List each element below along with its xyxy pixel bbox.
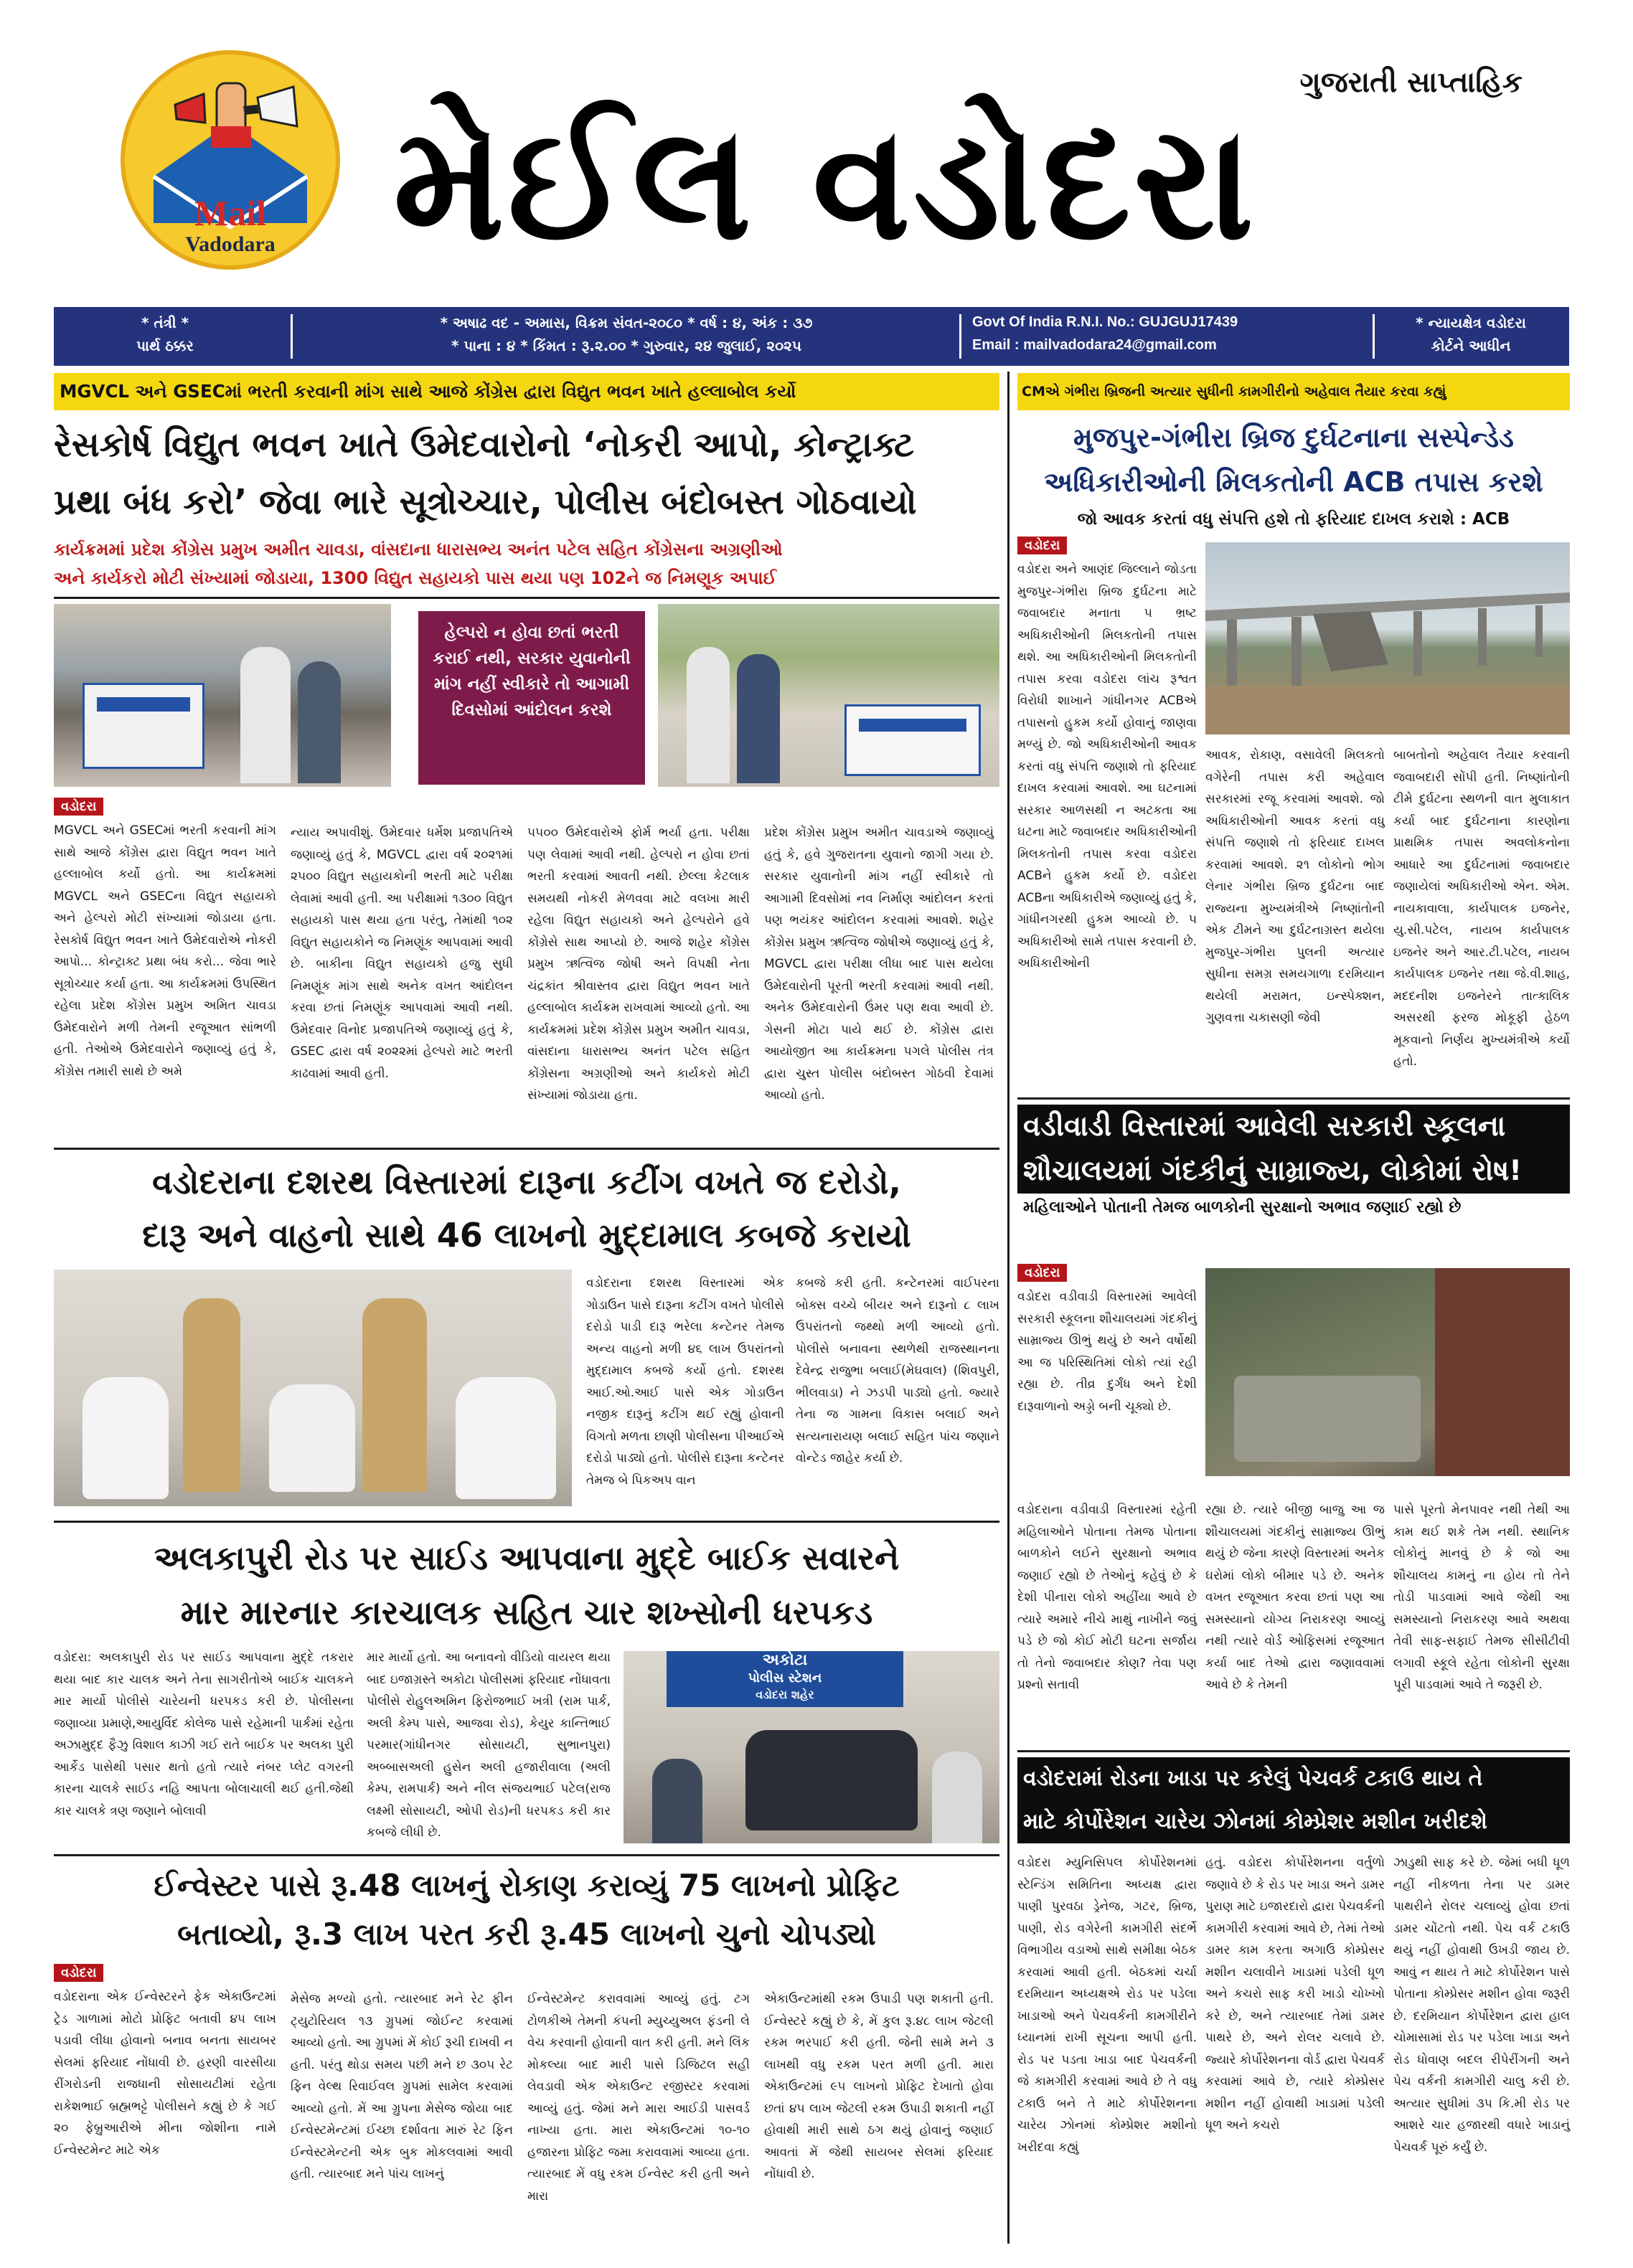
story2-text-3: બાબતોનો અહેવાલ તૈયાર કરવાની જવાબદારી સોંપી હતી. નિષ્ણાંતોની ટીમે દુર્ઘટના સ્થળની વાત મુલાકાત કર્યા બાદ દુર્ઘટનાના કારણોના પ્રાથમિક તપાસ અવલોકનોના આધારે આ દુર્ઘટનામાં જવાબદાર જણાયેલાં અધિકારીઓ એન. એમ. નાયકાવાલા, કાર્યપાલક ઇજનેર, યુ.સી.પટેલ, નાયબ કાર્યપાલક ઇજનેર અને આર.ટી.પટેલ, નાયબ કાર્યપાલક ઇજનેર તથા જે.વી.શાહ, મદદનીશ ઇજનેરને તાત્કાલિક અસરથી ફરજ મોકૂફી હેઠળ મૂકવાનો નિર્ણય મુખ્યમંત્રીએ કર્યો હતો. [1393,748,1570,1069]
story2-headline-1: મુજપુર-ગંભીરા બ્રિજ દુર્ઘટનાના સસ્પેન્ડેડ [1073,422,1514,453]
story1-text-4: પ્રદેશ કોંગ્રેસ પ્રમુખ અમીત ચાવડાએ જણાવ્યું હતું કે, હવે ગુજરાતના યુવાનો જાગી ગયા છે. સરકાર યુવાનોની માંગ નહીં સ્વીકારે તો આગામી દિવસોમાં નવ નિર્માણ આંદોલન કરતાં પણ ભયંકર આંદોલન કરવામાં આવશે. શહેર કોંગ્રેસ પ્રમુખ ઋત્વિજ જોષીએ જણાવ્યું હતું કે, MGVCL દ્વારા પરીક્ષા લીધા બાદ પાસ થયેલા ઉમેદવારોની પૂરતી ભરતી કરવામાં આવી નથી. અનેક ઉમેદવારોની ઉંમર પણ થવા આવી છે. ગેસની મોટા પાયે થઈ છે. કોંગ્રેસ દ્વારા આયોજીત આ કાર્યક્રમના પગલે પોલીસ તંત્ર દ્વારા ચુસ્ત પોલીસ બંદોબસ્ત ગોઠવી દેવામાં આવ્યો હતો. [764,826,994,1102]
story4-column-2 [1205,1499,1385,1696]
story5-text-1: વડોદરા: અલકાપુરી રોડ પર સાઈડ આપવાના મુદ્દે તકરાર થયા બાદ કાર ચાલક અને તેના સાગરીતોએ બાઈક ચાલકને માર માર્યો પોલીસે ચારેયની ધરપકડ કરી છે. પોલીસના જણાવ્યા પ્રમાણે,આયુર્વિદ કોલેજ પાસે રહેમાની પાર્કમાં રહેતા અઝામુદ્દ ફૈઝુ વિશાલ કાઝી ગઈ રાતે બાઈક પર અલકા પુરી આર્કેડ પાસેથી પસાર થતો હતો ત્યારે નંબર પ્લેટ વગરની કારના ચાલકે સાઈડ નહિ આપતા બોલાચાલી થઈ હતી.જેથી કાર ચાલકે ત્રણ જણાને બોલાવી [54,1650,354,1818]
bridge-icon [1205,542,1570,734]
story3-text-1: વડોદરાના દશરથ વિસ્તારમાં એક ગોડાઉન પાસે દારૂના કટીંગ વખતે પોલીસે દરોડો પાડી દારૂ ભરેલા કન્ટેનર તેમજ અન્ય વાહનો મળી ૪૬ લાખ ઉપરાંતનો મુદ્દામાલ કબજે કર્યો હતો. દશરથ આઈ.ઓ.આઈ પાસે એક ગોડાઉન નજીક દારૂનું કટીંગ થઈ રહ્યું હોવાની વિગતો મળતા છાણી પોલીસના પીઆઈએ દરોડો પાડ્યો હતો. પોલીસે દારૂના કન્ટેનર તેમજ બે પિકઅપ વાન [586,1276,784,1488]
story-gambhira-bridge [1017,373,1570,1140]
story1-dateline: વડોદરા [54,798,103,816]
story4-toilet-photo [1205,1268,1570,1476]
story1-column-3 [527,822,750,1107]
story1-callout: હેલ્પરો ન હોવા છતાં ભરતી કરાઈ નથી, સરકાર યુવાનોની માંગ નહીં સ્વીકારે તો આગામી દિવસોમાં આંદોલન કરશે [418,611,645,785]
story2-subhead: જો આવક કરતાં વધુ સંપત્તિ હશે તો ફરિયાદ દાખલ કરાશે : ACB [1077,510,1510,529]
story5-police-station-photo [623,1651,999,1843]
story4-subhead: મહિલાઓને પોતાની તેમજ બાળકોની સુરક્ષાનો અભાવ જણાઈ રહ્યો છે [1017,1195,1570,1221]
story7-text-3: ઈન્વેસ્ટમેન્ટ કરાવવામાં આવ્યું હતું. ટગ ટોળકીએ તેમની કંપની મ્યુચ્યુઅલ ફંડની લે વેચ કરવાની હોવાની વાત કરી હતી. મને લિંક મોકલ્યા બાદ મારી પાસે ડિજિટલ સહી લેવડાવી એક એકાઉન્ટ રજીસ્ટર કરવામાં આવ્યું હતું. જેમાં મને મારા આઈડી પાસવર્ડ નાખ્યા હતા. મારા એકાઉન્ટમાં ૧૦-૧૦ હજારના પ્રોફિટ જમા કરાવવામાં આવ્યા હતા. ત્યારબાદ મેં વધુ રકમ ઈન્વેસ્ટ કરી હતી અને મારા [527,1992,750,2203]
story3-headline-2: દારૂ અને વાહનો સાથે 46 લાખનો મુદ્દામાલ કબજે કરાયો [142,1216,911,1255]
story5-text-2: માર માર્યો હતો. આ બનાવનો વીડિયો વાયરલ થયા બાદ ઇજાગ્રસ્તે અકોટા પોલીસમાં ફરિયાદ નોંધાવતા પોલીસે રોહુલઅમિન ફિરોજભાઈ ખત્રી (રામ પાર્ક, અલી કેમ્પ પાસે, આજવા રોડ), કેયુર કાન્તિભાઈ પરમાર(ગાંધીનગર સોસાયટી, સુભાનપુરા) અબ્બાસઅલી હુસેન અલી હજારીવાલા (અલી કેમ્પ, રામપાર્ક) અને નીલ સંજયભાઈ પટેલ(રાજ લક્ષ્મી સોસાયટી, ઓપી રોડ)ની ધરપકડ કરી કાર કબજે લીધી છે. [367,1650,611,1840]
story1-subhead-2: અને કાર્યકરો મોટી સંખ્યામાં જોડાયા, 1300 વિદ્યુત સહાયકો પાસ થયા પણ 102ને જ નિમણૂક અપાઈ [54,568,777,588]
story1-photo-right [658,604,999,787]
story1-text-1: MGVCL અને GSECમાં ભરતી કરવાની માંગ સાથે આજે કોંગ્રેસ દ્વારા વિદ્યુત ભવન ખાતે હલ્લાબોલ કર્યો હતો. આ કાર્યક્રમમાં MGVCL અને GSECના વિદ્યુત સહાયકો અને હેલ્પરો મોટી સંખ્યામાં જોડાયા હતા. રેસકોર્ષ વિદ્યુત ભવન ખાતે ઉમેદવારોએ નોકરી આપો... કોન્ટ્રાક્ટ પ્રથા બંધ કરો... જેવા ભારે સૂત્રોચ્ચાર કર્યા હતા. આ કાર્યક્રમમાં ઉપસ્થિત રહેલા પ્રદેશ કોંગ્રેસ પ્રમુખ અમિત ચાવડા ઉમેદવારોને મળી તેમની રજૂઆત સાંભળી હતી. તેઓએ ઉમેદવારોને જણાવ્યું હતું કે, કોંગ્રેસ તમારી સાથે છે અમે [54,823,276,1079]
station-sign-line-3: વડોદરા શહેર [756,1688,814,1701]
story4-text-2: રહ્યા છે. ત્યારે બીજી બાજુ આ જ શૌચાલયમાં ગંદકીનું સામ્રાજ્ય ઊભું થયું છે જેના કારણે વિસ્તારમાં અનેક ઘરોમાં લોકો બીમાર પડે છે. અનેક વખત રજૂઆત કરવા છતાં પણ આ સમસ્યાનો યોગ્ય નિરાકરણ આવ્યું નથી ત્યારે વોર્ડ ઓફિસમાં રજૂઆત કર્યા બાદ તેઓ દ્વારા જણાવવામાં આવે છે કે તેમની [1205,1503,1385,1692]
story4-text-1b: વડોદરાના વડીવાડી વિસ્તારમાં રહેતી મહિલાઓને પોતાના તેમજ પોતાના બાળકોને લઈને સુરક્ષાનો અભાવ જણાઈ રહ્યો છે તેઓનું કહેવું છે કે દેશી પીનારા લોકો અહીંયા આવે છે ત્યારે અમારે નીચે માથું નાખીને જવું પડે છે જો કોઈ મોટી ઘટના સર્જાય તો તેનો જવાબદાર કોણ? તેવા પણ પ્રશ્નો સતાવી [1017,1503,1197,1692]
story7-headline-2: બતાવ્યો, રૂ.3 લાખ પરત કરી રૂ.45 લાખનો ચુનો ચોપડ્યો [177,1917,876,1952]
jurisdiction-line-2: કોર્ટને આધીન [1431,337,1511,354]
story1-photo-left [54,604,391,787]
story4-dateline: વડોદરા [1017,1264,1067,1282]
story-investor-fraud [54,1862,999,2249]
story2-text-2: આવક, રોકાણ, વસાવેલી મિલકતો વગેરેની તપાસ કરી અહેવાલ સરકારમાં રજૂ કરવામાં આવશે. જો અધિકારીઓની આવક કરતાં વધુ સંપત્તિ જણાશે તો ફરિયાદ દાખલ કરવામાં આવશે. ૨૧ લોકોનો ભોગ લેનાર ગંભીરા બ્રિજ દુર્ઘટના બાદ રાજ્યના મુખ્યમંત્રીએ નિષ્ણાંતોની એક ટીમને આ દુર્ઘટનાગ્રસ્ત થયેલા મુજપુર-ગંભીરા પુલની અત્યાર સુધીના સમગ્ર સમયગાળા દરમિયાન થયેલી મરામત, ઇન્સ્પેક્શન, ગુણવત્તા ચકાસણી જેવી [1205,748,1385,1025]
story2-dateline: વડોદરા [1017,537,1067,554]
mail-vadodara-logo [121,50,340,270]
story-vadiwadi-school [1017,1105,1570,1743]
story1-headline-1: રેસકોર્ષ વિદ્યુત ભવન ખાતે ઉમેદવારોનો ‘નોકરી આપો, કોન્ટ્રાક્ટ [54,425,915,465]
story4-column-3 [1393,1499,1570,1696]
story4-headline-1: વડીવાડી વિસ્તારમાં આવેલી સરકારી સ્કૂલના [1017,1105,1570,1149]
story-road-patchwork [1017,1757,1570,2245]
story2-bridge-photo [1205,542,1570,734]
station-sign-line-2: પોલીસ સ્ટેશન [748,1671,822,1686]
story7-column-3 [527,1988,750,2207]
story3-text-2: કબજે કરી હતી. કન્ટેનરમાં વાઈપરના બોક્સ વચ્ચે બીયર અને દારૂનો ૮ લાખ ઉપરાંતનો જથ્થો મળી આવ્યો હતો. પોલીસે બનાવના સ્થળેથી રાજસ્થાનના દેવેન્દ્ર રાજુભા બલાઈ(મેઘવાલ) (શિવપુરી, ભીલવાડા) ને ઝડપી પાડ્યો હતો. જ્યારે તેના જ ગામના વિકાસ બલાઈ અને સત્યનારાયણ બલાઈ સહિત પાંચ જણાને વોન્ટેડ જાહેર કર્યા છે. [796,1276,999,1465]
story1-kicker: MGVCL અને GSECમાં ભરતી કરવાની માંગ સાથે આજે કોંગ્રેસ દ્વારા વિદ્યુત ભવન ખાતે હલ્લાબોલ કર્યો [54,373,999,410]
story-dashrath-liquor [54,1156,999,1515]
story6-text-2: હતું. વડોદરા કોર્પોરેશનના વર્તુળો જણાવે છે કે રોડ પર ખાડા અને ડામર પુરાણ માટે ઇજારદારો દ્વારા પેચવર્કની કામગીરી કરવામાં આવે છે, તેમાં તેઓ ડામર કામ કરતા અગાઉ કોમ્પ્રેસર મશીન ચલાવીને ખાડામાં પડેલી ધૂળ અને કચરો સાફ કરી ખાડો ચોખ્ખો કરે છે, અને ત્યારબાદ તેમાં ડામર પાથરે છે, અને રોલર ચલાવે છે. જ્યારે કોર્પોરેશનના વોર્ડ દ્વારા પેચવર્ક કરવામાં આવે છે, ત્યારે કોમ્પ્રેસર મશીન નહીં હોવાથી ખાડામાં પડેલી ધૂળ અને કચરો [1205,1856,1385,2132]
story5-headline-2: માર મારનાર કારચાલક સહિત ચાર શખ્સોની ધરપકડ [180,1593,873,1632]
jurisdiction-line-1: * ન્યાયક્ષેત્ર વડોદરા [1416,314,1526,331]
story2-column-2 [1205,745,1385,1029]
logo-text: Mail [194,193,266,233]
story6-headline-2: માટે કોર્પોરેશન ચારેય ઝોનમાં કોમ્પ્રેશર મશીન ખરીદશે [1017,1800,1570,1843]
story7-text-4: એકાઉન્ટમાંથી રકમ ઉપાડી પણ શકાતી હતી. ઈન્વેસ્ટરે કહ્યું છે કે, મેં કુલ રૂ.૪૮ લાખ જેટલી રકમ ભરપાઈ કરી હતી. જેની સામે મને ૩ લાખથી વધુ રકમ પરત મળી હતી. મારા એકાઉન્ટમાં ૯૫ લાખનો પ્રોફિટ દેખાતો હોવા છતાં ૪૫ લાખ જેટલી રકમ ઉપાડી શકાતી નહીં હોવાથી મારી સાથે ઠગ થયું હોવાનું જણાઈ આવતાં મેં જેથી સાયબર સેલમાં ફરિયાદ નોંધાવી છે. [764,1992,994,2181]
story1-headline-2: પ્રથા બંધ કરો’ જેવા ભારે સૂત્રોચ્ચાર, પોલીસ બંદોબસ્ત ગોઠવાયો [54,482,917,522]
story7-text-1: વડોદરાના એક ઈન્વેસ્ટરને ફેક એકાઉન્ટમાં ટ્રેડ ગાળામાં મોટો પ્રોફિટ બતાવી ૪૫ લાખ પડાવી લીધા હોવાનો બનાવ બનતા સાયબર સેલમાં ફરિયાદ નોંધાવી છે. હરણી વારસીયા રીંગરોડની રાજધાની સોસાયટીમાં રહેતા રાકેશભાઈ બ્રહ્મભટ્ટે પોલીસને કહ્યું છે કે ગઈ ૨૦ ફેબ્રુઆરીએ મીના જોશીના નામે ઈન્વેસ્ટમેન્ટ માટે એક [54,1990,276,2158]
editor-name: પાર્થ ઠક્કર [136,337,194,354]
story6-text-1: વડોદરા મ્યુનિસિપલ કોર્પોરેશનમાં સ્ટેન્ડિંગ સમિતિના અધ્યક્ષ દ્વારા પાણી પુરવઠા ડ્રેનેજ, ગટર, બ્રિજ, પાણી, રોડ વગેરેની કામગીરી સંદર્ભે વિભાગીય વડાઓ સાથે સમીક્ષા બેઠક કરવામાં આવી હતી. બેઠકમાં ચર્ચા દરમિયાન અધ્યક્ષએ રોડ પર પડેલા ખાડાઓ અને પેચવર્કની કામગીરીને ધ્યાનમાં રાખી સૂચના આપી હતી. રોડ પર પડતા ખાડા બાદ પેચવર્કની જે કામગીરી કરવામાં આવે છે તે વધુ ટકાઉ બને તે માટે કોર્પોરેશનના ચારેય ઝોનમાં કોમ્પ્રેશર મશીનો ખરીદવા કહ્યું [1017,1856,1197,2155]
story2-column-3 [1393,745,1570,1073]
story1-column-4 [764,822,994,1107]
station-sign-line-1: અકોટા [762,1651,808,1669]
story2-text-1: વડોદરા અને આણંદ જિલ્લાને જોડતા મુજપુર-ગંભીરા બ્રિજ દુર્ઘટના માટે જવાબદાર મનાતા ૫ ભ્રષ્ટ અધિકારીઓની મિલકતોની તપાસ થશે. આ અધિકારીઓની મિલકતોની તપાસ કરવા વડોદરા લાંચ રૂશ્વત વિરોધી શાખાને ગાંધીનગર ACBએ તપાસનો હુકમ કર્યો હોવાનું જાણવા મળ્યું છે. જો અધિકારીઓની આવક કરતાં વધુ સંપત્તિ જણાશે તો ફરિયાદ દાખલ કરવામાં આવશે. આ ઘટનામાં સરકાર આળસથી ન અટકતા આ ઘટના માટે જવાબદાર અધિકારીઓની મિલકતોની તપાસ કરવા વડોદરા ACBને હુકમ કર્યો છે. વડોદરા ACBના અધિકારીએ જણાવ્યું હતું કે, ગાંધીનગરથી હુકમ આવ્યો છે. ૫ અધિકારીઓ સામે તપાસ કરવાની છે. અધિકારીઓની [1017,562,1197,970]
story1-subhead-1: કાર્યક્રમમાં પ્રદેશ કોંગ્રેસ પ્રમુખ અમીત ચાવડા, વાંસદાના ધારાસભ્ય અનંત પટેલ સહિત કોંગ્રેસના અગ્રણીઓ [54,539,783,559]
story3-police-photo [54,1270,572,1506]
story7-text-2: મેસેજ મળ્યો હતો. ત્યારબાદ મને રેટ ફીન ટ્યુટોરિયલ ૧૩ ગ્રુપમાં જોઈન્ટ કરવામાં આવ્યો હતો. આ ગ્રુપમાં મેં કોઈ રૂચી દાખવી ન હતી. પરંતુ થોડા સમય પછી મને છ ૩૦૫ રેટ ફિન વેલ્થ રિવાઈવલ ગ્રુપમાં સામેલ કરવામાં આવ્યો હતો. મેં આ ગ્રુપના મેસેજ જોયા બાદ ઈન્વેસ્ટમેન્ટમાં ઈચ્છા દર્શાવતા મારું રેટ ફિન ઈન્વેસ્ટમેન્ટની એક બુક મોકલવામાં આવી હતી. ત્યારબાદ મને પાંચ લાખનું [291,1992,513,2181]
masthead-subtitle: ગુજરાતી સાપ્તાહિક [1299,66,1523,99]
story4-text-3: પાસે પૂરતો મેનપાવર નથી તેથી આ કામ થઈ શકે તેમ નથી. સ્થાનિક લોકોનું માનવું છે કે જો આ શૌચાલય કામનું ના હોય તો તેને તોડી પાડવામાં આવે જેથી આ સમસ્યાનો નિરાકરણ આવે અથવા તેવી સાફ-સફાઈ તેમજ સીસીટીવી લગાવી સ્કૂલે રહેતા લોકોની સુરક્ષા પૂરી પાડવામાં આવે તે જરૂરી છે. [1393,1503,1570,1692]
story6-column-3 [1393,1852,1570,2158]
masthead [0,0,1633,305]
rni-number: Govt Of India R.N.I. No.: GUJGUJ17439 [972,314,1238,330]
story2-column-1 [1017,537,1197,975]
story7-column-2 [291,1988,513,2186]
story3-column-1 [586,1272,784,1491]
story1-column-2 [291,822,513,1085]
story1-column-1 [54,798,276,1082]
story4-column-1b [1017,1499,1197,1696]
story6-column-2 [1205,1852,1385,2137]
story2-headline-2: અધિકારીઓની મિલકતોની ACB તપાસ કરશે [1044,466,1543,498]
story6-headline-1: વડોદરામાં રોડના ખાડા પર કરેલું પેચવર્ક ટકાઉ થાય તે [1017,1757,1570,1800]
issue-line-2: * પાના : ૪ * કિંમત : રૂ.૨.૦૦ * ગુરુવાર, ૨૪ જુલાઈ, ૨૦૨૫ [451,337,802,354]
editor-label: * તંત્રી * [141,314,189,331]
email-address[interactable]: Email : mailvadodara24@gmail.com [972,337,1217,353]
story6-column-1 [1017,1852,1197,2158]
story-mgvcl [54,373,999,1140]
story2-kicker: CMએ ગંભીરા બ્રિજની અત્યાર સુધીની કામગીરીનો અહેવાલ તૈયાર કરવા કહ્યું [1017,373,1570,410]
story7-headline-1: ઈન્વેસ્ટર પાસે રૂ.48 લાખનું રોકાણ કરાવ્યું 75 લાખનો પ્રોફિટ [154,1868,900,1903]
story4-headline-2: શૌચાલયમાં ગંદકીનું સામ્રાજ્ય, લોકોમાં રોષ! [1017,1149,1570,1194]
story1-text-3: ૫૫૦૦ ઉમેદવારોએ ફોર્મ ભર્યા હતા. પરીક્ષા પણ લેવામાં આવી નથી. હેલ્પરો ન હોવા છતાં ભરતી કરવામાં આવતી નથી. છેલ્લા કેટલાક સમયથી નોકરી મેળવવા માટે વલખા મારી રહેલા વિદ્યુત સહાયકો અને હેલ્પરોને હવે કોંગ્રેસે સાથ આપ્યો છે. આજે શહેર કોંગ્રેસ પ્રમુખ ઋત્વિજ જોષી અને વિપક્ષી નેતા ચંદ્રકાંત શ્રીવાસ્તવ દ્વારા વિદ્યુત ભવન ખાતે હલ્લાબોલ કાર્યક્રમ રાખવામાં આવ્યો હતો. આ કાર્યક્રમમાં પ્રદેશ કોંગ્રેસ પ્રમુખ અમીત ચાવડા, વાંસદાના ધારાસભ્ય અનંત પટેલ સહિત કોંગ્રેસના અગ્રણીઓ અને કાર્યકરો મોટી સંખ્યામાં જોડાયા હતા. [527,826,750,1102]
issue-line-1: * અષાઢ વદ - અમાસ, વિક્રમ સંવત-૨૦૮૦ * વર્ષ : ૪, અંક : ૩૭ [440,314,813,331]
story3-column-2 [796,1272,999,1470]
story5-headline-1: અલકાપુરી રોડ પર સાઈડ આપવાના મુદ્દે બાઈક સવારને [154,1539,900,1577]
story7-column-1 [54,1964,276,2161]
story7-column-4 [764,1988,994,2186]
story7-dateline: વડોદરા [54,1964,103,1982]
story-alkapuri-assault [54,1528,999,1851]
masthead-title: મેઈલ વડોદરા [393,91,1257,275]
logo-subtext: Vadodara [185,232,276,256]
story6-text-3: ઝાડુથી સાફ કરે છે. જેમાં બધી ધૂળ નહીં નીકળતા તેના પર ડામર પાથરીને રોલર ચલાવ્યું હોવા છતાં ડામર ચોંટતો નથી. પેચ વર્ક ટકાઉ થયું નહીં હોવાથી ઉખડી જાય છે. આવું ન થાય તે માટે કોર્પોરેશન પાસે પોતાના કોમ્પ્રેસર મશીન હોવા જરૂરી છે. દરમિયાન કોર્પોરેશન દ્વારા હાલ ચોમાસામાં રોડ પર પડેલા ખાડા અને રોડ ધોવાણ બદલ રીપેરીંગની અને પેચ વર્કની કામગીરી ચાલુ કરી છે. અત્યાર સુધીમાં ૩૫ કિ.મી રોડ પર આશરે ચાર હજારથી વધારે ખાડાનું પેચવર્ક પૂરું કર્યું છે. [1393,1856,1570,2155]
story5-column-2 [367,1647,611,1844]
story5-column-1 [54,1647,354,1822]
story1-text-2: ન્યાય અપાવીશું. ઉમેદવાર ધર્મેશ પ્રજાપતિએ જણાવ્યું હતું કે, MGVCL દ્વારા વર્ષ ૨૦૨૧માં ૨૫૦૦ વિદ્યુત સહાયકોની ભરતી માટે પરીક્ષા લેવામાં આવી હતી. આ પરીક્ષામાં ૧૩૦૦ વિદ્યુત સહાયકો પાસ થયા હતા પરંતુ, તેમાંથી ૧૦૨ વિદ્યુત સહાયકોને જ નિમણૂંક આપવામાં આવી છે. બાકીના વિદ્યુત સહાયકો હજુ સુધી નિમણૂંક માંગ સાથે અનેક વખત આંદોલન કરવા છતાં નિમણૂંક આપવામાં આવી નથી. ઉમેદવાર વિનોદ પ્રજાપતિએ જણાવ્યું હતું કે, GSEC દ્વારા વર્ષ ૨૦૨૨માં હેલ્પરો માટે ભરતી કાઢવામાં આવી હતી. [291,826,513,1081]
story4-column-1a [1017,1264,1197,1417]
story3-headline-1: વડોદરાના દશરથ વિસ્તારમાં દારૂના કટીંગ વખતે જ દરોડો, [152,1163,901,1201]
story4-text-1a: વડોદરા વડીવાડી વિસ્તારમાં આવેલી સરકારી સ્કૂલના શૌચાલયમાં ગંદકીનું સામ્રાજ્ય ઊભું થયું છે અને વર્ષોથી આ જ પરિસ્થિતિમાં લોકો ત્યાં રહી રહ્યા છે. તીવ્ર દુર્ગંધ અને દેશી દારૂવાળાનો અડ્ડો બની ચૂક્યો છે. [1017,1290,1197,1414]
info-bar [54,307,1569,366]
